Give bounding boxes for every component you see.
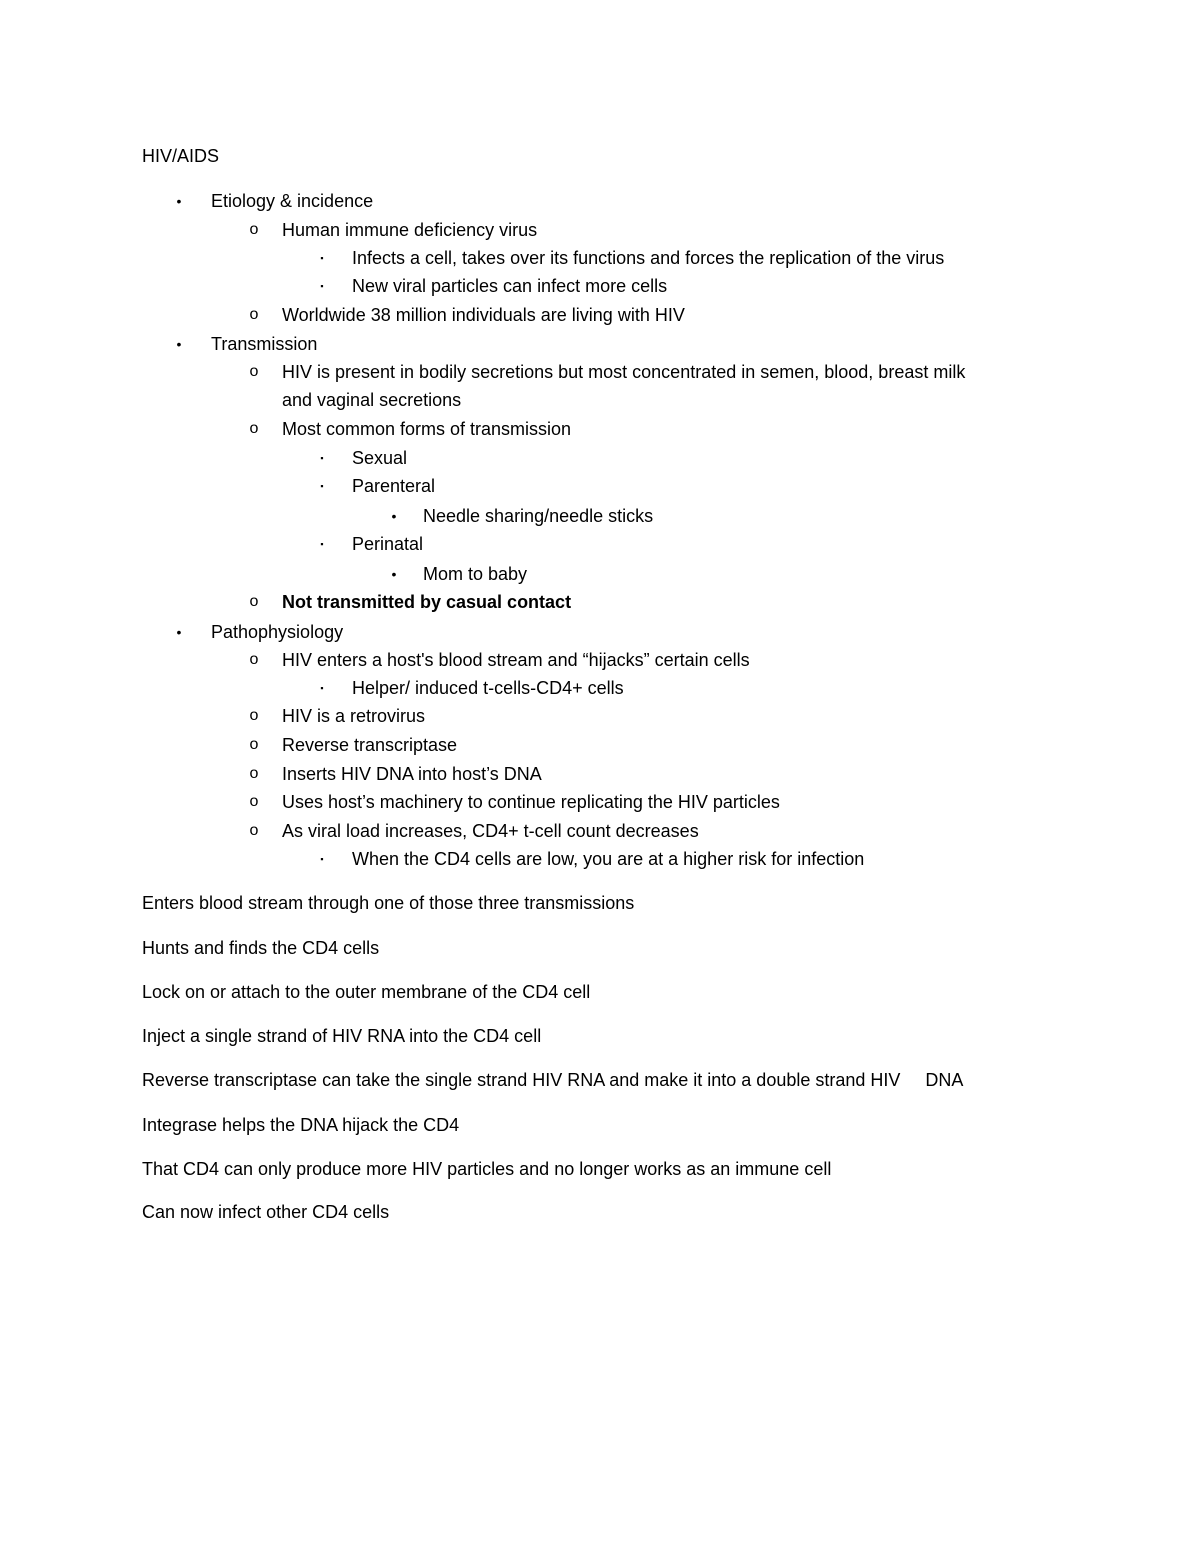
paragraph: Reverse transcriptase can take the single strand HIV RNA and make it into a double strand HIV DNA — [142, 1070, 964, 1090]
bullet-l2: o — [249, 707, 259, 724]
bullet-l2: o — [249, 765, 259, 782]
outline-item: Worldwide 38 million individuals are living with HIV — [282, 305, 685, 325]
outline-item: Infects a cell, takes over its functions and forces the replication of the virus — [352, 248, 945, 268]
bullet-l4: • — [391, 566, 397, 582]
outline-item: Etiology & incidence — [211, 191, 374, 211]
paragraph: Inject a single strand of HIV RNA into the CD4 cell — [142, 1026, 542, 1046]
bullet-l3: ▪ — [320, 683, 324, 693]
outline-item: Needle sharing/needle sticks — [423, 506, 654, 526]
outline-item: When the CD4 cells are low, you are at a higher risk for infection — [352, 849, 865, 869]
outline-item: As viral load increases, CD4+ t-cell count decreases — [282, 821, 699, 841]
bullet-l2: o — [249, 593, 259, 610]
paragraph: That CD4 can only produce more HIV particles and no longer works as an immune cell — [142, 1159, 832, 1179]
outline-item: Most common forms of transmission — [282, 419, 572, 439]
outline-item: HIV is present in bodily secretions but most concentrated in semen, blood, breast milk — [282, 362, 966, 382]
outline-item-continued: and vaginal secretions — [282, 390, 462, 410]
outline-item: HIV is a retrovirus — [282, 706, 426, 726]
outline-item: Human immune deficiency virus — [282, 220, 538, 240]
bullet-l2: o — [249, 306, 259, 323]
bullet-l1: • — [176, 336, 182, 352]
bullet-l3: ▪ — [320, 281, 324, 291]
outline-item: Inserts HIV DNA into host’s DNA — [282, 764, 542, 784]
bullet-l2: o — [249, 651, 259, 668]
outline-item: Reverse transcriptase — [282, 735, 458, 755]
bullet-l2: o — [249, 221, 259, 238]
outline-item: Pathophysiology — [211, 622, 344, 642]
paragraph: Can now infect other CD4 cells — [142, 1202, 390, 1222]
outline-item: Sexual — [352, 448, 408, 468]
bullet-l2: o — [249, 363, 259, 380]
bullet-l3: ▪ — [320, 539, 324, 549]
outline-item: HIV enters a host's blood stream and “hijacks” certain cells — [282, 650, 750, 670]
bullet-l2: o — [249, 420, 259, 437]
outline-item: Parenteral — [352, 476, 436, 496]
outline-item: Perinatal — [352, 534, 424, 554]
paragraph: Hunts and finds the CD4 cells — [142, 938, 380, 958]
outline-item: Transmission — [211, 334, 318, 354]
outline-item-emphasis: Not transmitted by casual contact — [282, 592, 572, 612]
paragraph: Lock on or attach to the outer membrane of the CD4 cell — [142, 982, 591, 1002]
bullet-l2: o — [249, 793, 259, 810]
bullet-l1: • — [176, 624, 182, 640]
bullet-l1: • — [176, 193, 182, 209]
bullet-l2: o — [249, 822, 259, 839]
outline-item: Helper/ induced t-cells-CD4+ cells — [352, 678, 624, 698]
bullet-l3: ▪ — [320, 253, 324, 263]
bullet-l3: ▪ — [320, 481, 324, 491]
bullet-l4: • — [391, 508, 397, 524]
paragraph: Integrase helps the DNA hijack the CD4 — [142, 1115, 460, 1135]
bullet-l2: o — [249, 736, 259, 753]
bullet-l3: ▪ — [320, 453, 324, 463]
outline-item: New viral particles can infect more cells — [352, 276, 668, 296]
outline-item: Uses host’s machinery to continue replicating the HIV particles — [282, 792, 780, 812]
paragraph: Enters blood stream through one of those three transmissions — [142, 893, 635, 913]
outline-item: Mom to baby — [423, 564, 528, 584]
bullet-l3: ▪ — [320, 854, 324, 864]
document-title: HIV/AIDS — [142, 146, 220, 166]
